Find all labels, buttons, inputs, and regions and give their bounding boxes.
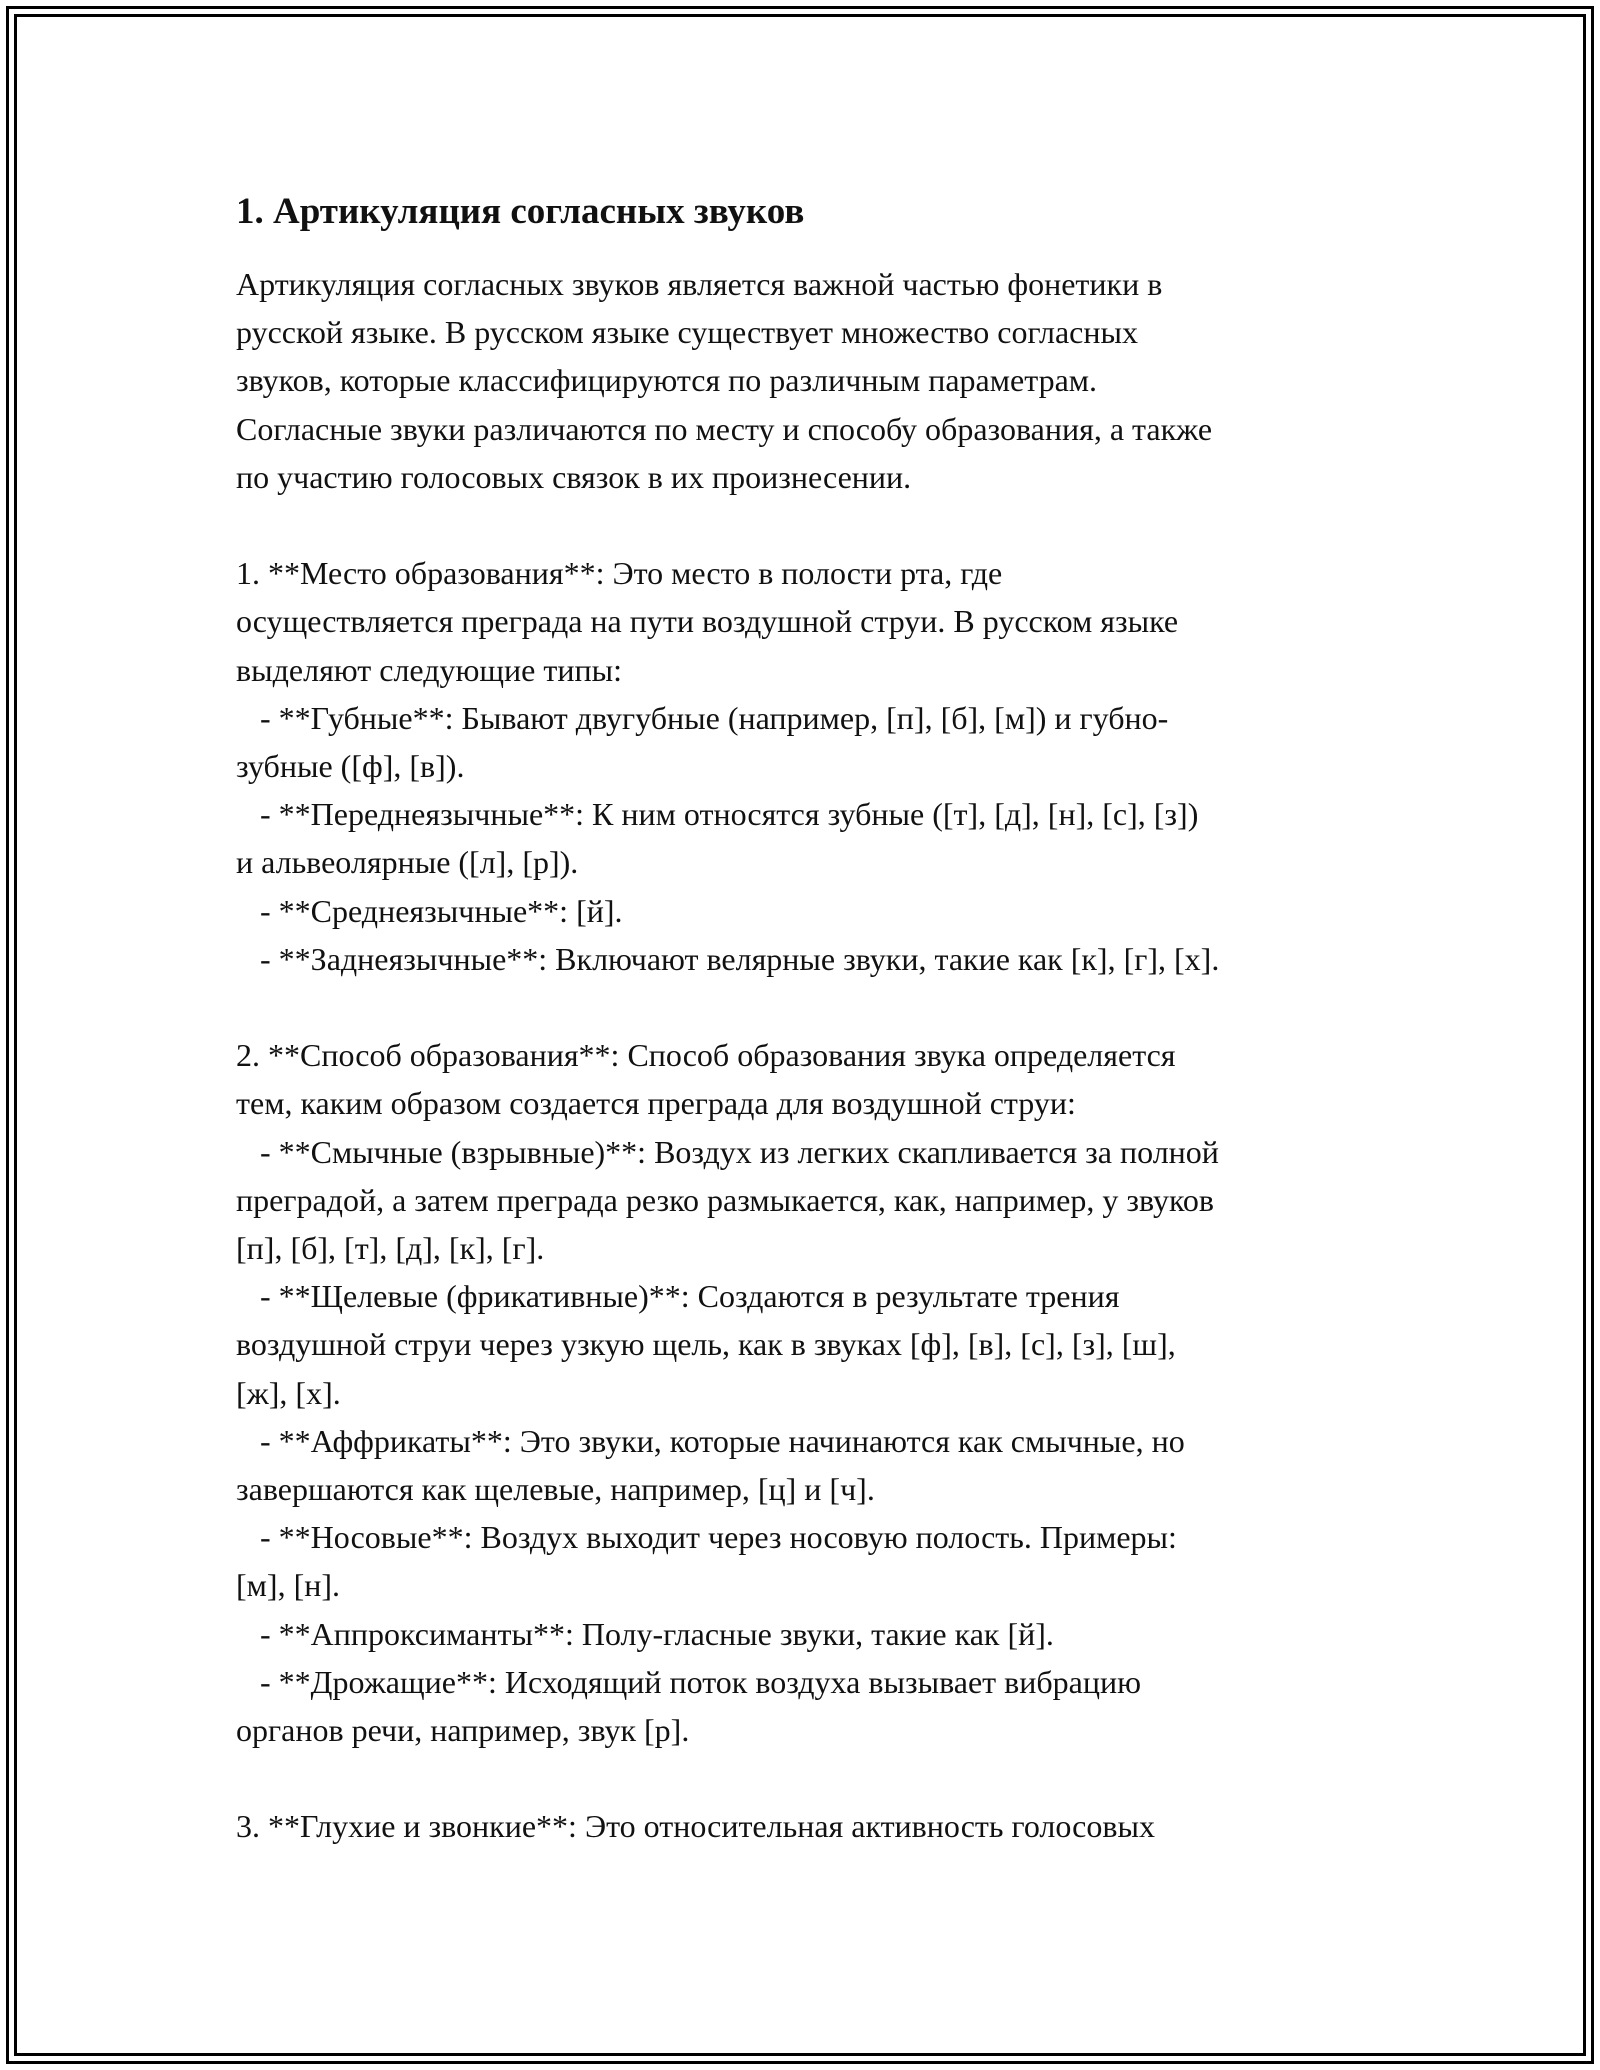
sub-list-item: - **Среднеязычные**: [й]. (236, 892, 623, 929)
text-line: завершаются как щелевые, например, [ц] и [ч]. (236, 1471, 875, 1508)
text-line: Согласные звуки различаются по месту и способу образования, а также (236, 410, 1213, 447)
text-line: и альвеолярные ([л], [р]). (236, 844, 579, 881)
text-line: звуков, которые классифицируются по различным параметрам. (236, 362, 1098, 399)
list-item-header: 2. **Способ образования**: Способ образования звука определяется (236, 1037, 1176, 1074)
sub-list-item: - **Щелевые (фрикативные)**: Создаются в результате трения (236, 1278, 1120, 1315)
text-line: зубные ([ф], [в]). (236, 748, 465, 785)
section-heading: 1. Артикуляция согласных звуков (236, 191, 805, 232)
list-item-header: 1. **Место образования**: Это место в полости рта, где (236, 555, 1003, 592)
sub-list-item: - **Аффрикаты**: Это звуки, которые начинаются как смычные, но (236, 1422, 1185, 1459)
sub-list-item: - **Заднеязычные**: Включают велярные звуки, такие как [к], [г], [х]. (236, 940, 1220, 977)
list-item-header: 3. **Глухие и звонкие**: Это относительная активность голосовых (236, 1808, 1155, 1845)
text-line: [ж], [х]. (236, 1374, 341, 1411)
sub-list-item: - **Смычные (взрывные)**: Воздух из легких скапливается за полной (236, 1133, 1219, 1170)
text-line: осуществляется преграда на пути воздушной струи. В русском языке (236, 603, 1179, 640)
sub-list-item: - **Переднеязычные**: К ним относятся зубные ([т], [д], [н], [с], [з]) (236, 796, 1199, 833)
text-line: русской языке. В русском языке существует множество согласных (236, 314, 1138, 351)
text-line: органов речи, например, звук [р]. (236, 1712, 690, 1749)
text-line: Артикуляция согласных звуков является важной частью фонетики в (236, 266, 1163, 302)
intro-paragraph (236, 260, 1376, 501)
paragraph-gap (236, 1754, 1376, 1802)
text-line: выделяют следующие типы: (236, 651, 622, 688)
voicing-section (236, 1802, 1376, 1850)
manner-of-articulation-section (236, 1031, 1376, 1754)
text-line: [м], [н]. (236, 1567, 340, 1604)
document-body (236, 188, 1376, 1851)
paragraph-gap (236, 501, 1376, 549)
place-of-articulation-section (236, 549, 1376, 983)
sub-list-item: - **Носовые**: Воздух выходит через носовую полость. Примеры: (236, 1519, 1177, 1556)
text-line: преградой, а затем преграда резко размыкается, как, например, у звуков (236, 1181, 1215, 1218)
text-line: воздушной струи через узкую щель, как в звуках [ф], [в], [с], [з], [ш], (236, 1326, 1176, 1363)
paragraph-gap (236, 983, 1376, 1031)
sub-list-item: - **Губные**: Бывают двугубные (например, [п], [б], [м]) и губно- (236, 699, 1169, 736)
text-line: [п], [б], [т], [д], [к], [г]. (236, 1230, 545, 1267)
text-line: тем, каким образом создается преграда для воздушной струи: (236, 1085, 1076, 1122)
sub-list-item: - **Дрожащие**: Исходящий поток воздуха вызывает вибрацию (236, 1663, 1142, 1700)
sub-list-item: - **Аппроксиманты**: Полу-гласные звуки, такие как [й]. (236, 1615, 1054, 1652)
text-line: по участию голосовых связок в их произнесении. (236, 458, 912, 495)
